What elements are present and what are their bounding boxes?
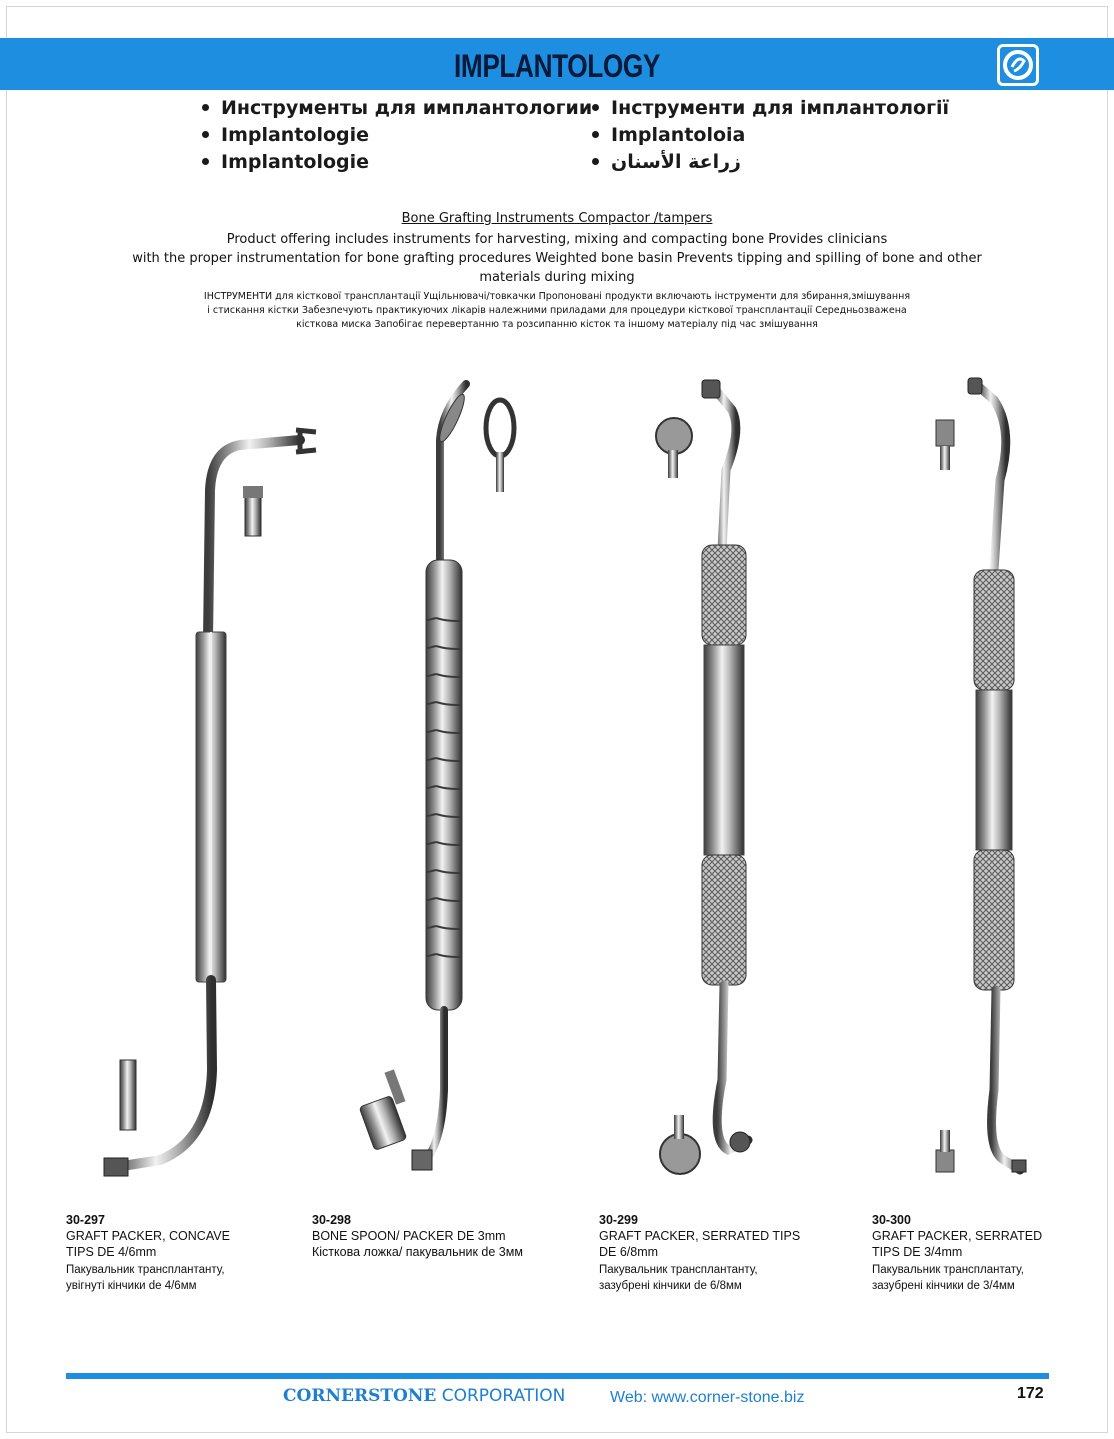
footer-divider: [66, 1373, 1049, 1379]
company-name-bold: CORNERSTONE: [283, 1386, 437, 1406]
intro-description: [40, 230, 1074, 287]
header-banner: [0, 38, 1114, 90]
product-uk-line: Пакувальник трансплантанту,: [599, 1264, 758, 1276]
cornerstone-logo-icon: [997, 44, 1039, 86]
language-item: [202, 148, 592, 175]
language-label: Implantologie: [221, 123, 370, 146]
language-label: Інструменти для імплантології: [611, 96, 950, 119]
footer-company-name: [283, 1386, 565, 1406]
product-name-uk: Кісткова ложка/ пакувальник de 3мм: [312, 1245, 523, 1259]
product-code: 30-297: [66, 1213, 105, 1227]
page-title: IMPLANTOLOGY: [454, 48, 660, 84]
language-label: Implantologie: [221, 150, 370, 173]
graft-packer-serrated-6-8-image: [640, 370, 790, 1190]
graft-packer-serrated-3-4-image: [920, 370, 1060, 1190]
product-uk-line: увігнуті кінчики de 4/6мм: [66, 1280, 197, 1292]
intro-line: Product offering includes instruments for harvesting, mixing and compacting bone Provides clinicians: [226, 232, 888, 247]
product-name: BONE SPOON/ PACKER DE 3mm: [312, 1229, 506, 1243]
language-label: Implantoloia: [611, 123, 746, 146]
product-caption: [66, 1212, 230, 1294]
product-name: GRAFT PACKER, CONCAVE: [66, 1229, 230, 1243]
language-item: [202, 121, 592, 148]
intro-line: with the proper instrumentation for bone grafting procedures Weighted bone basin Prevents tipping and spilling of bone and other: [132, 251, 982, 266]
product-name-uk: [872, 1262, 1042, 1294]
company-name-rest: CORPORATION: [436, 1386, 566, 1406]
product-name: TIPS DE 4/6mm: [66, 1245, 157, 1259]
graft-packer-concave-image: [100, 370, 330, 1190]
section-heading: Bone Grafting Instruments Compactor /tampers: [401, 211, 713, 226]
product-name-uk: [599, 1262, 800, 1294]
product-uk-line: зазубрені кінчики de 6/8мм: [599, 1280, 742, 1292]
language-item: [592, 94, 949, 121]
intro-uk-line: ІНСТРУМЕНТИ для кісткової трансплантації Ущільнювачі/товкачки Пропоновані продукти включають інструменти для збирання,змішування: [203, 291, 911, 302]
intro-line: materials during mixing: [479, 270, 635, 285]
product-code: 30-300: [872, 1213, 911, 1227]
language-list-right: [592, 94, 949, 175]
language-label: زراعة الأسنان: [611, 150, 741, 173]
product-uk-line: Пакувальник трансплантанту,: [66, 1264, 225, 1276]
product-name: TIPS DE 3/4mm: [872, 1245, 963, 1259]
language-item: [592, 121, 949, 148]
intro-uk-line: і стискання кістки Забезпечують практикуючих лікарів належними приладами для процедури кісткової трансплантації Середньозважена: [207, 305, 907, 316]
product-uk-line: Пакувальник трансплантату,: [872, 1264, 1024, 1276]
product-name-uk: [66, 1262, 230, 1294]
language-list-left: [202, 94, 592, 175]
page-number: 172: [1017, 1385, 1044, 1402]
language-item: [202, 94, 592, 121]
product-name: DE 6/8mm: [599, 1245, 659, 1259]
product-name: GRAFT PACKER, SERRATED: [872, 1229, 1043, 1243]
intro-description-uk: [40, 290, 1074, 332]
product-uk-line: зазубрені кінчики de 3/4мм: [872, 1280, 1015, 1292]
intro-uk-line: кісткова миска Запобігає перевертанню та розсипанню кісток та іншому матеріалу під час змішування: [296, 319, 818, 330]
product-code: 30-299: [599, 1213, 638, 1227]
language-label: Инструменты для имплантологии: [221, 96, 593, 119]
product-caption: [872, 1212, 1042, 1294]
product-caption: [312, 1212, 523, 1260]
language-item: [592, 148, 949, 175]
bone-spoon-packer-image: [356, 370, 526, 1190]
intro-section: [40, 210, 1074, 332]
product-name: GRAFT PACKER, SERRATED TIPS: [599, 1229, 801, 1243]
product-caption: [599, 1212, 800, 1294]
footer-website-link[interactable]: Web: www.corner-stone.biz: [610, 1389, 805, 1406]
product-code: 30-298: [312, 1213, 351, 1227]
